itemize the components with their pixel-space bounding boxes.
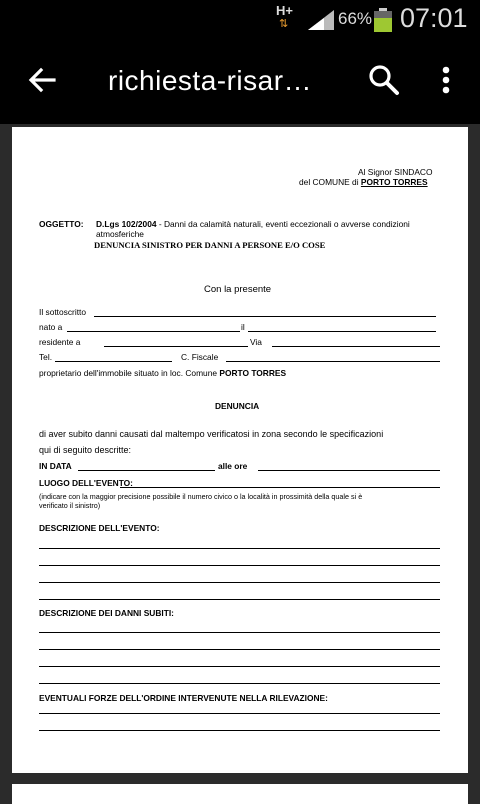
field-luogo-evento[interactable]: [120, 487, 440, 488]
field-descrizione-danni-line[interactable]: [39, 632, 440, 633]
label-il: il: [241, 322, 245, 332]
field-descrizione-danni-line[interactable]: [39, 683, 440, 684]
field-codice-fiscale[interactable]: [226, 361, 440, 362]
oggetto-law: D.Lgs 102/2004: [96, 219, 157, 229]
field-descrizione-evento-line[interactable]: [39, 582, 440, 583]
denuncia-text-1: di aver subito danni causati dal maltempo verificatosi in zona secondo le specificazioni: [39, 429, 384, 439]
oggetto-label: OGGETTO:: [39, 219, 84, 229]
field-residente[interactable]: [104, 346, 248, 347]
oggetto-subtitle: DENUNCIA SINISTRO PER DANNI A PERSONE E/O COSE: [94, 240, 326, 250]
label-alle-ore: alle ore: [218, 461, 248, 471]
document-page[interactable]: [12, 127, 468, 773]
label-codice-fiscale: C. Fiscale: [181, 352, 219, 362]
oggetto-text-2: atmosferiche: [96, 229, 144, 239]
label-nato-a: nato a: [39, 322, 63, 332]
status-bar: [0, 0, 480, 38]
oggetto-text: D.Lgs 102/2004 - Danni da calamità naturali, eventi eccezionali o avverse condizioni: [96, 219, 410, 229]
data-activity-icon: ⇅: [279, 18, 289, 30]
denuncia-title: DENUNCIA: [215, 401, 260, 411]
app-bar: [0, 38, 480, 124]
label-via: Via: [250, 337, 262, 347]
label-residente: residente a: [39, 337, 81, 347]
label-descrizione-danni: DESCRIZIONE DEI DANNI SUBITI:: [39, 608, 174, 618]
addressee-line-2: del COMUNE di PORTO TORRES: [299, 177, 428, 187]
clock: 07:01: [400, 3, 468, 33]
field-forze-ordine-line[interactable]: [39, 713, 440, 714]
addressee-line-1: Al Signor SINDACO: [358, 167, 433, 177]
search-icon[interactable]: [366, 62, 402, 98]
field-tel[interactable]: [55, 361, 172, 362]
field-forze-ordine-line[interactable]: [39, 730, 440, 731]
field-descrizione-danni-line[interactable]: [39, 649, 440, 650]
denuncia-text-2: qui di seguito descritte:: [39, 445, 132, 455]
battery-percent: 66%: [338, 9, 373, 28]
signal-icon: [308, 10, 334, 30]
field-descrizione-evento-line[interactable]: [39, 548, 440, 549]
addressee-city: PORTO TORRES: [360, 177, 428, 187]
field-il[interactable]: [248, 331, 436, 332]
field-descrizione-evento-line[interactable]: [39, 565, 440, 566]
label-luogo-evento: LUOGO DELL'EVENTO:: [39, 478, 133, 488]
con-la-presente: Con la presente: [204, 284, 272, 295]
document-title: richiesta-risar…: [108, 65, 313, 96]
next-document-page[interactable]: [12, 784, 468, 804]
more-vert-icon[interactable]: [432, 62, 460, 98]
field-descrizione-evento-line[interactable]: [39, 599, 440, 600]
field-in-data[interactable]: [78, 470, 215, 471]
luogo-note-2: verificato il sinistro): [39, 501, 101, 510]
proprietario-line: proprietario dell'immobile situato in loc. Comune PORTO TORRES: [39, 368, 287, 378]
label-sottoscritto: Il sottoscritto: [39, 307, 87, 317]
label-tel: Tel.: [39, 352, 53, 362]
field-alle-ore[interactable]: [258, 470, 440, 471]
field-nato-a[interactable]: [67, 331, 240, 332]
luogo-note-1: (indicare con la maggior precisione possibile il numero civico o la località in prossimità della quale si è: [39, 492, 363, 501]
field-descrizione-danni-line[interactable]: [39, 666, 440, 667]
proprietario-city: PORTO TORRES: [219, 368, 287, 378]
label-forze-ordine: EVENTUALI FORZE DELL'ORDINE INTERVENUTE NELLA RILEVAZIONE:: [39, 693, 328, 703]
network-type: H+: [276, 3, 293, 18]
label-descrizione-evento: DESCRIZIONE DELL'EVENTO:: [39, 523, 160, 533]
battery-icon: [374, 8, 392, 32]
label-in-data: IN DATA: [39, 461, 72, 471]
arrow-back-icon[interactable]: [26, 64, 58, 96]
field-sottoscritto[interactable]: [94, 316, 436, 317]
field-via[interactable]: [272, 346, 440, 347]
